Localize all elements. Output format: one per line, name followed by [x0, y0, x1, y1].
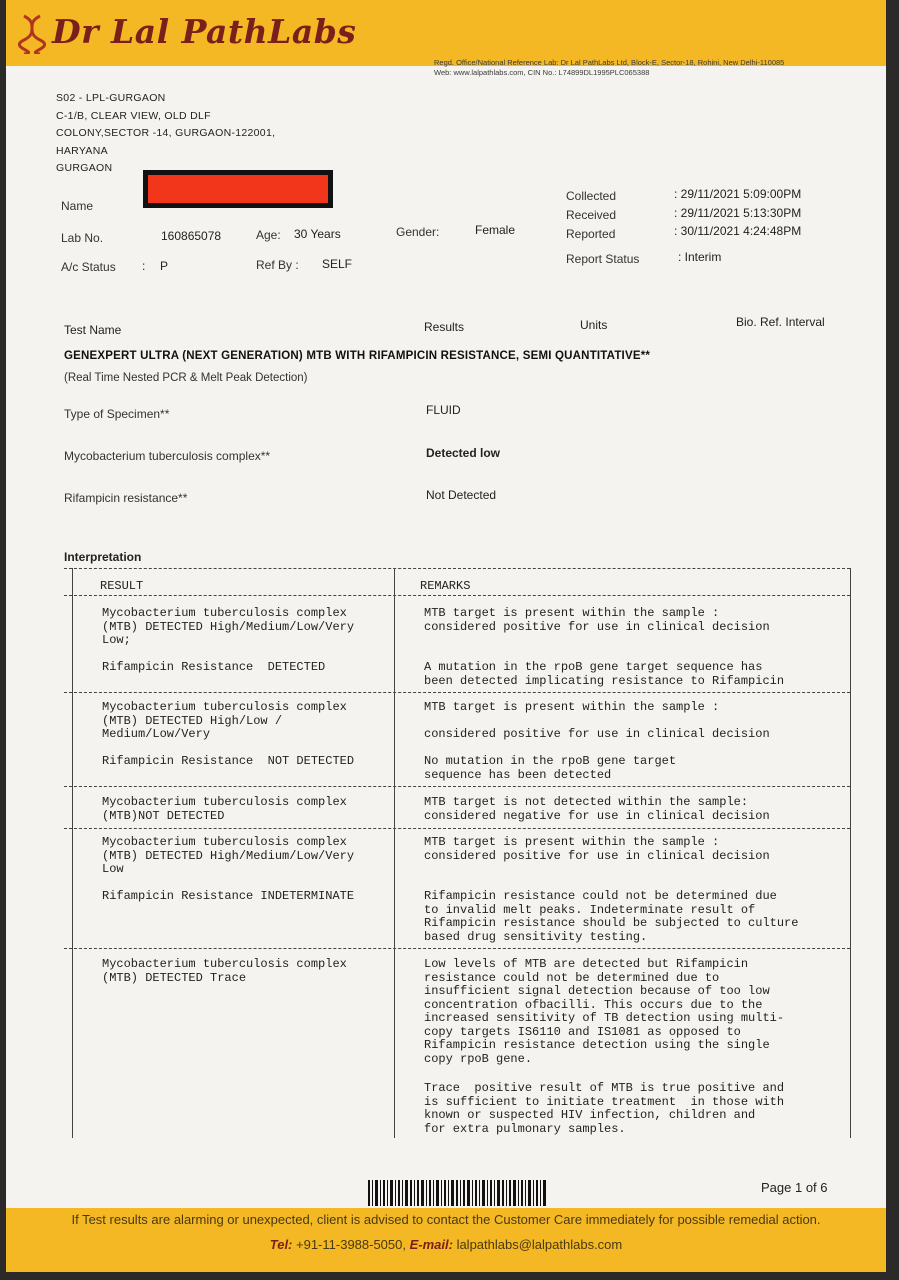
- col-units: Units: [580, 318, 608, 332]
- collected-value: : 29/11/2021 5:09:00PM: [674, 187, 802, 201]
- lab-address: S02 - LPL-GURGAON C-1/B, CLEAR VIEW, OLD DLF COLONY,SECTOR -14, GURGAON-122001, HARYANA GURGAON: [56, 92, 276, 174]
- col-results: Results: [424, 320, 465, 334]
- contact-line: [6, 1237, 886, 1252]
- table-divider: [394, 568, 395, 1138]
- table-rule: [64, 948, 850, 949]
- block2-result: Mycobacterium tuberculosis complex (MTB) DETECTED High/Low / Medium/Low/Very: [102, 700, 347, 741]
- block5-remark-trace: Trace positive result of MTB is true positive and is sufficient to initiate treatment in those with known or suspected HIV infection, children and for extra pulmonary samples.: [424, 1081, 785, 1136]
- redacted-name: [143, 170, 333, 208]
- disclaimer-text: If Test results are alarming or unexpected, client is advised to contact the Customer Care immediately for possible remedial action.: [71, 1212, 821, 1227]
- block1-rif: Rifampicin Resistance DETECTED: [102, 660, 326, 674]
- test-title: GENEXPERT ULTRA (NEXT GENERATION) MTB WITH RIFAMPICIN RESISTANCE, SEMI QUANTITATIVE**: [64, 350, 651, 362]
- block2-rif-remark: No mutation in the rpoB gene target sequence has been detected: [424, 754, 677, 782]
- registered-office: Regd. Office/National Reference Lab: Dr Lal PathLabs Ltd, Block-E, Sector-18, Rohini, New Delhi-110085 Web: www.lalpathlabs.com, CIN No.: L74899DL1995PLC065388: [434, 58, 785, 77]
- table-rule: [64, 568, 850, 569]
- col-remarks-header: REMARKS: [420, 579, 471, 593]
- ac-status-label: A/c Status: [61, 260, 116, 274]
- brand-logo-text: Dr Lal PathLabs: [52, 12, 357, 51]
- specimen-label: Type of Specimen**: [64, 407, 170, 421]
- page-number: Page 1 of 6: [761, 1180, 828, 1195]
- reported-value: : 30/11/2021 4:24:48PM: [674, 224, 802, 238]
- gender-value: Female: [475, 223, 516, 237]
- reported-label: Reported: [566, 227, 616, 241]
- table-border: [72, 568, 73, 1138]
- name-label: Name: [61, 199, 94, 213]
- block4-result: Mycobacterium tuberculosis complex (MTB) DETECTED High/Medium/Low/Very Low: [102, 835, 355, 876]
- table-border: [850, 568, 851, 1138]
- col-result-header: RESULT: [100, 579, 144, 593]
- block2-rif: Rifampicin Resistance NOT DETECTED: [102, 754, 355, 768]
- block2-remark: MTB target is present within the sample : considered positive for use in clinical decision: [424, 700, 770, 741]
- ref-by-value: SELF: [322, 257, 353, 271]
- block5-result: Mycobacterium tuberculosis complex (MTB) DETECTED Trace: [102, 957, 347, 985]
- email-value: lalpathlabs@lalpathlabs.com: [452, 1237, 623, 1252]
- table-rule: [64, 692, 850, 693]
- rif-result: Not Detected: [426, 488, 497, 502]
- received-label: Received: [566, 208, 617, 222]
- report-header: [6, 0, 886, 66]
- test-method: (Real Time Nested PCR & Melt Peak Detection): [64, 372, 308, 384]
- collected-label: Collected: [566, 189, 617, 203]
- block4-rif-remark: Rifampicin resistance could not be determined due to invalid melt peaks. Indeterminate result of Rifampicin resistance should be subjected to culture based drug sensitivity testing.: [424, 889, 799, 944]
- block1-remark: MTB target is present within the sample : considered positive for use in clinical decision: [424, 606, 770, 634]
- interpretation-table: [64, 568, 850, 1138]
- lab-report-page: [6, 0, 886, 1272]
- email-label: E-mail:: [409, 1237, 453, 1252]
- col-ref-interval: Bio. Ref. Interval: [736, 315, 825, 329]
- gender-label: Gender:: [396, 225, 440, 239]
- ac-status-value: P: [160, 259, 169, 273]
- specimen-result: FLUID: [426, 403, 461, 417]
- table-rule: [64, 828, 850, 829]
- block1-result: Mycobacterium tuberculosis complex (MTB) DETECTED High/Medium/Low/Very Low;: [102, 606, 355, 647]
- mtb-label: Mycobacterium tuberculosis complex**: [64, 449, 271, 463]
- lab-no-value: 160865078: [161, 229, 222, 243]
- barcode-icon: [368, 1180, 548, 1206]
- age-label: Age:: [256, 228, 281, 242]
- ref-by-label: Ref By :: [256, 258, 299, 272]
- lab-no-label: Lab No.: [61, 231, 104, 245]
- report-status-value: : Interim: [678, 250, 722, 264]
- mtb-result: Detected low: [426, 446, 501, 460]
- table-rule: [64, 786, 850, 787]
- block1-rif-remark: A mutation in the rpoB gene target sequence has been detected implicating resistance to Rifampicin: [424, 660, 785, 688]
- tel-value: +91-11-3988-5050,: [292, 1237, 410, 1252]
- block5-remark: Low levels of MTB are detected but Rifampicin resistance could not be determined due to insufficient signal detection because of too low concentration ofbacilli. This occurs due to the increased sensitivity of TB detection using multi- copy targets IS6110 and IS1081 as opposed to Rifampicin resistance detection using the single copy rpoB gene.: [424, 957, 785, 1066]
- block3-result: Mycobacterium tuberculosis complex (MTB)NOT DETECTED: [102, 795, 347, 823]
- interpretation-heading: Interpretation: [64, 550, 142, 564]
- tel-label: Tel:: [269, 1237, 293, 1252]
- ac-status-sep: :: [142, 259, 146, 273]
- rif-label: Rifampicin resistance**: [64, 491, 188, 505]
- table-rule: [64, 595, 850, 596]
- dna-logo-icon: [18, 14, 46, 54]
- block4-rif: Rifampicin Resistance INDETERMINATE: [102, 889, 355, 903]
- received-value: : 29/11/2021 5:13:30PM: [674, 206, 802, 220]
- col-test-name: Test Name: [64, 323, 122, 337]
- block3-remark: MTB target is not detected within the sample: considered negative for use in clinical decision: [424, 795, 770, 823]
- block4-remark: MTB target is present within the sample : considered positive for use in clinical decision: [424, 835, 770, 863]
- age-value: 30 Years: [294, 227, 341, 241]
- report-status-label: Report Status: [566, 252, 640, 266]
